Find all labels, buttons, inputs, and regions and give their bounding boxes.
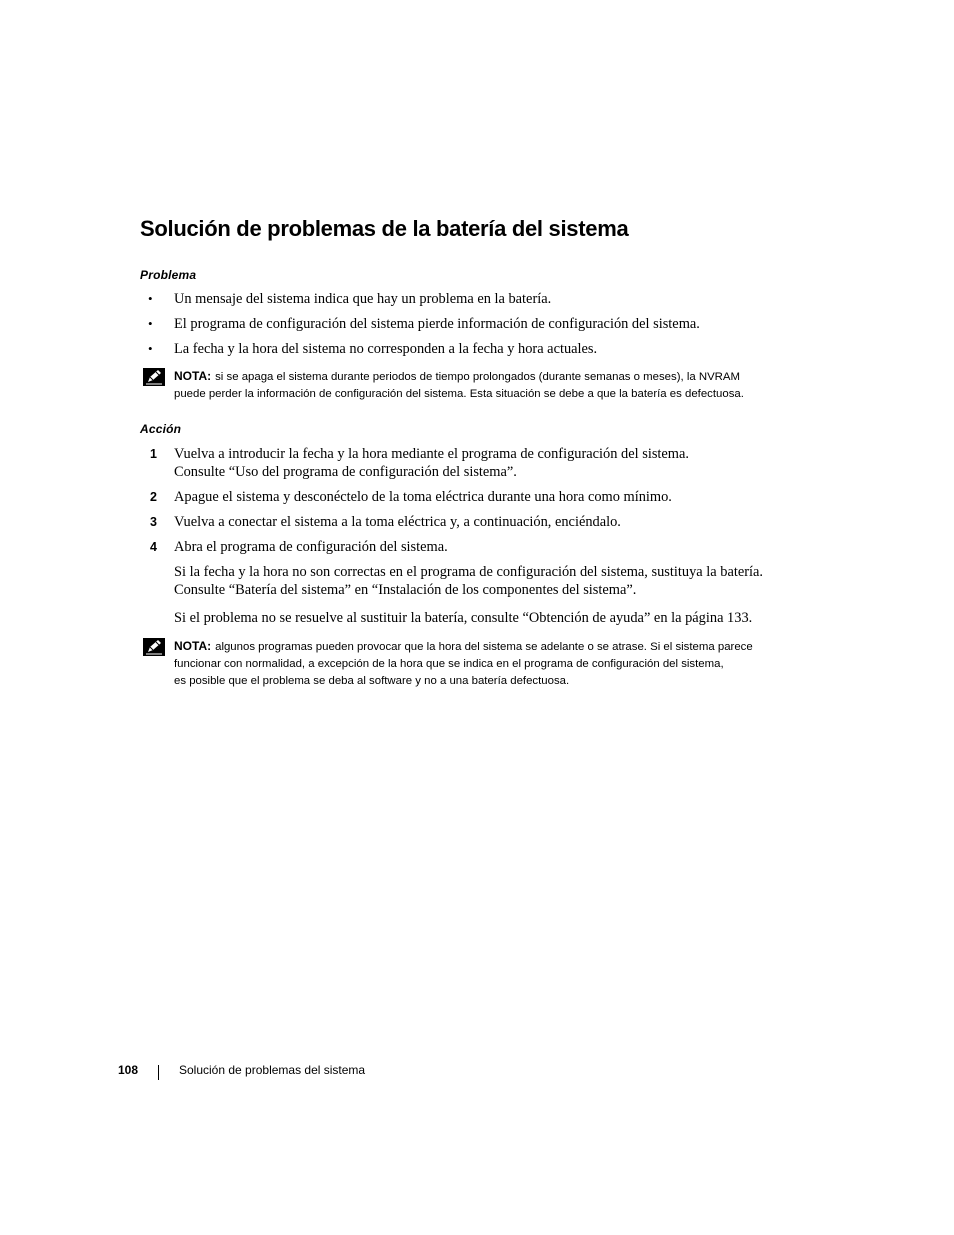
step-text: Apague el sistema y desconéctelo de la toma eléctrica durante una hora como mínimo. (174, 489, 672, 505)
step-text: Consulte “Uso del programa de configuración del sistema”. (174, 464, 517, 480)
pencil-note-icon (143, 638, 165, 656)
note-text (174, 368, 744, 403)
problem-heading: Problema (140, 268, 197, 282)
step-text: Vuelva a conectar el sistema a la toma eléctrica y, a continuación, enciéndalo. (174, 514, 621, 530)
note-line: funcionar con normalidad, a excepción de la hora que se indica en el programa de configuración del sistema, (174, 658, 724, 670)
page-footer (118, 1063, 366, 1077)
step-item (140, 538, 830, 627)
list-item (140, 340, 830, 358)
step-text: Abra el programa de configuración del sistema. (174, 539, 448, 555)
problem-list (140, 290, 830, 358)
step-number: 2 (150, 490, 157, 504)
note-line: puede perder la información de configuración del sistema. Esta situación se debe a que la batería es defectuosa. (174, 388, 744, 400)
bullet-icon: • (148, 291, 153, 306)
step-item (140, 488, 830, 506)
step-item (140, 445, 830, 481)
action-steps (140, 445, 830, 627)
footer-divider (158, 1065, 159, 1080)
page-title: Solución de problemas de la batería del sistema (140, 216, 629, 241)
step-paragraph-line: Si el problema no se resuelve al sustituir la batería, consulte “Obtención de ayuda” en la página 133. (174, 610, 753, 626)
step-paragraph-line: Si la fecha y la hora no son correctas en el programa de configuración del sistema, sustituya la batería. (174, 564, 763, 580)
step-number: 4 (150, 540, 157, 554)
bullet-text: Un mensaje del sistema indica que hay un problema en la batería. (174, 291, 552, 307)
step-number: 3 (150, 515, 157, 529)
page-number: 108 (118, 1063, 139, 1077)
note-text (174, 638, 753, 690)
note-line: es posible que el problema se deba al software y no a una batería defectuosa. (174, 675, 570, 687)
list-item (140, 315, 830, 333)
bullet-text: El programa de configuración del sistema pierde información de configuración del sistema. (174, 316, 700, 332)
pencil-note-icon (143, 368, 165, 386)
note-label: NOTA: (174, 639, 212, 653)
note-line: si se apaga el sistema durante periodos de tiempo prolongados (durante semanas o meses), la NVRAM (215, 371, 740, 383)
list-item (140, 290, 830, 308)
step-text: Vuelva a introducir la fecha y la hora mediante el programa de configuración del sistema. (174, 446, 689, 462)
footer-section-title: Solución de problemas del sistema (179, 1063, 366, 1077)
action-heading: Acción (140, 422, 182, 436)
note-label: NOTA: (174, 369, 212, 383)
bullet-icon: • (148, 316, 153, 331)
step-item (140, 513, 830, 531)
step-paragraph-line: Consulte “Batería del sistema” en “Instalación de los componentes del sistema”. (174, 582, 637, 598)
bullet-text: La fecha y la hora del sistema no corresponden a la fecha y hora actuales. (174, 341, 598, 357)
step-number: 1 (150, 447, 157, 461)
step-paragraph (174, 609, 830, 627)
bullet-icon: • (148, 341, 153, 356)
step-paragraph (174, 563, 830, 599)
note-line: algunos programas pueden provocar que la hora del sistema se adelante o se atrase. Si el sistema parece (215, 641, 753, 653)
